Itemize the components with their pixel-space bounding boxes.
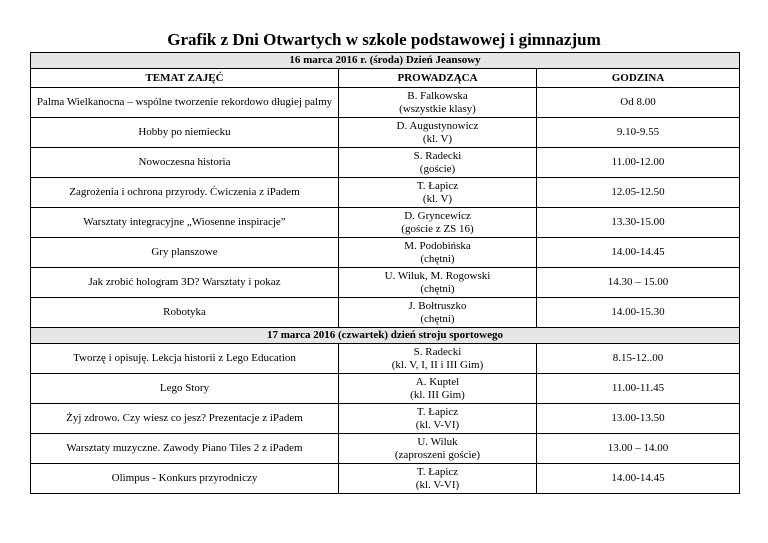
- topic-cell: Tworzę i opisuję. Lekcja historii z Lego Education: [31, 344, 339, 374]
- table-row: [31, 88, 740, 118]
- leader-name: M. Podobińska: [404, 239, 471, 252]
- participant-group: (goście z ZS 16): [401, 222, 474, 235]
- time-cell: 14.00-14.45: [537, 238, 740, 268]
- leader-cell: [339, 344, 537, 374]
- table-row: [31, 178, 740, 208]
- table-row: [31, 298, 740, 328]
- participant-group: (chętni): [420, 252, 455, 265]
- leader-name: U. Wiluk: [417, 435, 458, 448]
- schedule-table: [30, 52, 740, 494]
- leader-name: T. Łapicz: [416, 405, 459, 418]
- leader-cell: [339, 148, 537, 178]
- leader-name: T. Łapicz: [416, 465, 459, 478]
- participant-group: (kl. V-VI): [415, 418, 460, 431]
- time-cell: 11.00-12.00: [537, 148, 740, 178]
- table-row: [31, 208, 740, 238]
- leader-name: S. Radecki: [413, 149, 462, 162]
- participant-group: (chętni): [420, 282, 455, 295]
- table-row: [31, 148, 740, 178]
- time-cell: 13.00 – 14.00: [537, 434, 740, 464]
- leader-cell: [339, 268, 537, 298]
- leader-cell: [339, 374, 537, 404]
- time-cell: 12.05-12.50: [537, 178, 740, 208]
- time-cell: 14.00-14.45: [537, 464, 740, 494]
- leader-cell: [339, 88, 537, 118]
- column-header-time: GODZINA: [537, 69, 740, 88]
- time-cell: 13.30-15.00: [537, 208, 740, 238]
- time-cell: 11.00-11.45: [537, 374, 740, 404]
- leader-cell: [339, 464, 537, 494]
- topic-cell: Hobby po niemiecku: [31, 118, 339, 148]
- leader-cell: [339, 208, 537, 238]
- participant-group: (goście): [419, 162, 456, 175]
- leader-name: D. Augustynowicz: [396, 119, 479, 132]
- topic-cell: Warsztaty muzyczne. Zawody Piano Tiles 2 z iPadem: [31, 434, 339, 464]
- leader-name: J. Bołtruszko: [408, 299, 467, 312]
- day-row: [31, 53, 740, 69]
- topic-cell: Zagrożenia i ochrona przyrody. Ćwiczenia z iPadem: [31, 178, 339, 208]
- time-cell: 14.00-15.30: [537, 298, 740, 328]
- table-row: [31, 434, 740, 464]
- leader-cell: [339, 298, 537, 328]
- leader-cell: [339, 404, 537, 434]
- topic-cell: Palma Wielkanocna – wspólne tworzenie rekordowo długiej palmy: [31, 88, 339, 118]
- table-row: [31, 344, 740, 374]
- table-row: [31, 374, 740, 404]
- column-header-topic: TEMAT ZAJĘĆ: [31, 69, 339, 88]
- time-cell: 8.15-12..00: [537, 344, 740, 374]
- day-label: 16 marca 2016 r. (środa) Dzień Jeansowy: [31, 53, 740, 69]
- topic-cell: Gry planszowe: [31, 238, 339, 268]
- topic-cell: Lego Story: [31, 374, 339, 404]
- day-row: [31, 328, 740, 344]
- participant-group: (wszystkie klasy): [399, 102, 476, 115]
- column-header-leader: PROWADZĄCA: [339, 69, 537, 88]
- time-cell: 13.00-13.50: [537, 404, 740, 434]
- header-row: [31, 69, 740, 88]
- table-row: [31, 118, 740, 148]
- topic-cell: Olimpus - Konkurs przyrodniczy: [31, 464, 339, 494]
- time-cell: 14.30 – 15.00: [537, 268, 740, 298]
- table-row: [31, 464, 740, 494]
- leader-cell: [339, 118, 537, 148]
- leader-name: A. Kuptel: [415, 375, 460, 388]
- leader-name: T. Łapicz: [416, 179, 459, 192]
- leader-name: S. Radecki: [413, 345, 462, 358]
- topic-cell: Żyj zdrowo. Czy wiesz co jesz? Prezentacje z iPadem: [31, 404, 339, 434]
- schedule-body: [31, 53, 740, 494]
- participant-group: (kl. V-VI): [415, 478, 460, 491]
- leader-name: U. Wiluk, M. Rogowski: [384, 269, 491, 282]
- participant-group: (kl. V): [422, 192, 453, 205]
- participant-group: (kl. V): [422, 132, 453, 145]
- leader-cell: [339, 434, 537, 464]
- topic-cell: Warsztaty integracyjne „Wiosenne inspiracje”: [31, 208, 339, 238]
- table-row: [31, 404, 740, 434]
- day-label: 17 marca 2016 (czwartek) dzień stroju sportowego: [31, 328, 740, 344]
- participant-group: (chętni): [420, 312, 455, 325]
- leader-name: D. Gryncewicz: [404, 209, 471, 222]
- time-cell: 9.10-9.55: [537, 118, 740, 148]
- leader-cell: [339, 178, 537, 208]
- table-row: [31, 238, 740, 268]
- time-cell: Od 8.00: [537, 88, 740, 118]
- table-row: [31, 268, 740, 298]
- topic-cell: Nowoczesna historia: [31, 148, 339, 178]
- topic-cell: Robotyka: [31, 298, 339, 328]
- topic-cell: Jak zrobić hologram 3D? Warsztaty i pokaz: [31, 268, 339, 298]
- participant-group: (kl. III Gim): [410, 388, 465, 401]
- leader-cell: [339, 238, 537, 268]
- document-title: Grafik z Dni Otwartych w szkole podstawowej i gimnazjum: [167, 30, 601, 49]
- participant-group: (zaproszeni goście): [394, 448, 481, 461]
- leader-name: B. Falkowska: [407, 89, 468, 102]
- participant-group: (kl. V, I, II i III Gim): [391, 358, 484, 371]
